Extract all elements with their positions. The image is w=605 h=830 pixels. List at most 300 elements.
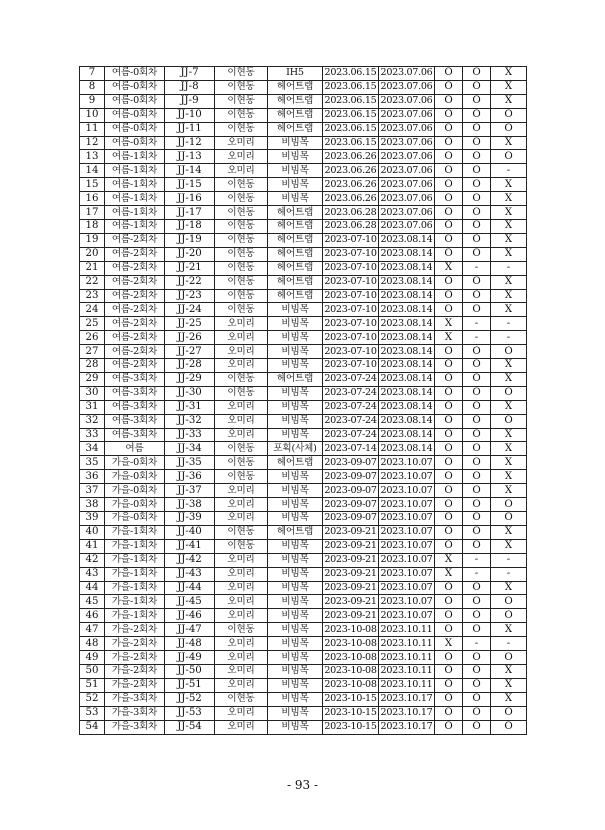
table-row xyxy=(80,498,527,512)
cell-row-number: 7 xyxy=(80,67,105,81)
cell-collection-date: 2023-10-08 xyxy=(324,637,377,649)
cell-method: 헤어트랩 xyxy=(268,108,323,122)
cell-check-1: O xyxy=(435,136,463,150)
cell-check-2: O xyxy=(463,67,491,81)
cell-row-number: 8 xyxy=(80,80,105,94)
cell-analysis-date: 2023.08.14 xyxy=(379,400,435,414)
cell-check-3: X xyxy=(491,372,527,386)
table-row xyxy=(80,192,527,206)
cell-check-2: O xyxy=(463,400,491,414)
cell-site: 이현동 xyxy=(215,275,268,289)
cell-session: 여름-0회차 xyxy=(105,67,165,81)
cell-analysis-date: 2023.10.11 xyxy=(379,678,435,692)
cell-session: 여름-2회차 xyxy=(105,303,165,317)
cell-row-number: 48 xyxy=(80,637,105,651)
table-row xyxy=(80,122,527,136)
cell-session: 여름-3회차 xyxy=(105,414,165,428)
table-row xyxy=(80,456,527,470)
cell-method: 비빔목 xyxy=(268,692,323,706)
cell-site: 오미리 xyxy=(215,651,268,665)
cell-check-3: - xyxy=(491,261,527,275)
cell-session: 가을-1회차 xyxy=(105,553,165,567)
cell-check-1: O xyxy=(435,595,463,609)
cell-site: 이현동 xyxy=(215,442,268,456)
cell-site: 오미리 xyxy=(215,720,268,734)
cell-check-1: O xyxy=(435,525,463,539)
cell-session: 가을-3회차 xyxy=(105,706,165,720)
table-row xyxy=(80,67,527,81)
cell-session: 여름-2회차 xyxy=(105,275,165,289)
cell-row-number: 17 xyxy=(80,206,105,220)
cell-sample-id: JJ-26 xyxy=(165,331,215,345)
cell-session: 여름-1회차 xyxy=(105,164,165,178)
cell-check-1: O xyxy=(435,386,463,400)
table-row xyxy=(80,512,527,526)
cell-check-3: X xyxy=(491,623,527,637)
cell-check-1: O xyxy=(435,67,463,81)
cell-collection-date: 2023-10-08 xyxy=(324,665,377,677)
table-row xyxy=(80,525,527,539)
cell-row-number: 21 xyxy=(80,261,105,275)
table-row xyxy=(80,261,527,275)
cell-check-2: O xyxy=(463,470,491,484)
table-row xyxy=(80,706,527,720)
cell-analysis-date: 2023.10.07 xyxy=(379,539,435,553)
cell-check-2: O xyxy=(463,706,491,720)
cell-check-3: O xyxy=(491,595,527,609)
cell-check-1: O xyxy=(435,664,463,678)
cell-site: 오미리 xyxy=(215,595,268,609)
cell-session: 여름-0회차 xyxy=(105,122,165,136)
cell-check-3: X xyxy=(491,219,527,233)
cell-site: 이현동 xyxy=(215,261,268,275)
table-row xyxy=(80,678,527,692)
cell-check-1: O xyxy=(435,428,463,442)
table-row xyxy=(80,164,527,178)
cell-analysis-date: 2023.07.06 xyxy=(379,122,435,136)
cell-session: 여름-2회차 xyxy=(105,345,165,359)
cell-collection-date: 2023.06.26 xyxy=(323,150,379,164)
cell-sample-id: JJ-43 xyxy=(165,567,215,581)
cell-check-3: O xyxy=(491,122,527,136)
cell-check-1: O xyxy=(435,206,463,220)
cell-check-3: X xyxy=(491,359,527,373)
cell-analysis-date: 2023.08.14 xyxy=(379,359,435,373)
cell-check-1: X xyxy=(435,637,463,651)
cell-analysis-date: 2023.08.14 xyxy=(379,289,435,303)
cell-session: 가을-2회차 xyxy=(105,623,165,637)
cell-check-2: O xyxy=(463,192,491,206)
cell-collection-date: 2023.06.26 xyxy=(323,164,379,178)
cell-analysis-date: 2023.10.07 xyxy=(379,609,435,623)
cell-analysis-date: 2023.08.14 xyxy=(379,442,435,456)
cell-check-1: O xyxy=(435,303,463,317)
cell-session: 여름-1회차 xyxy=(105,178,165,192)
cell-analysis-date: 2023.10.07 xyxy=(379,567,435,581)
cell-check-2: O xyxy=(463,275,491,289)
cell-site: 이현동 xyxy=(215,67,268,81)
cell-collection-date: 2023.06.15 xyxy=(323,94,379,108)
cell-method: 비빔목 xyxy=(268,428,323,442)
cell-session: 여름-3회차 xyxy=(105,428,165,442)
cell-check-3: O xyxy=(491,651,527,665)
cell-check-2: O xyxy=(463,303,491,317)
cell-analysis-date: 2023.08.14 xyxy=(379,386,435,400)
cell-analysis-date: 2023.10.11 xyxy=(379,637,435,651)
cell-session: 여름-0회차 xyxy=(105,136,165,150)
cell-analysis-date: 2023.07.06 xyxy=(379,219,435,233)
cell-method: 헤어트랩 xyxy=(268,525,323,539)
cell-site: 이현동 xyxy=(215,372,268,386)
cell-sample-id: JJ-46 xyxy=(165,609,215,623)
cell-session: 여름-2회차 xyxy=(105,317,165,331)
cell-collection-date: 2023-09-21 xyxy=(324,595,377,607)
cell-site: 오미리 xyxy=(215,581,268,595)
cell-collection-date: 2023-07-10 xyxy=(324,234,377,246)
cell-row-number: 33 xyxy=(80,428,105,442)
cell-check-1: X xyxy=(435,553,463,567)
cell-check-2: O xyxy=(463,94,491,108)
cell-session: 여름-2회차 xyxy=(105,233,165,247)
cell-sample-id: JJ-20 xyxy=(165,247,215,261)
cell-check-2: O xyxy=(463,247,491,261)
cell-check-2: O xyxy=(463,623,491,637)
cell-analysis-date: 2023.10.17 xyxy=(379,706,435,720)
cell-analysis-date: 2023.07.06 xyxy=(379,80,435,94)
cell-row-number: 29 xyxy=(80,372,105,386)
cell-site: 이현동 xyxy=(215,289,268,303)
cell-sample-id: JJ-48 xyxy=(165,637,215,651)
cell-row-number: 45 xyxy=(80,595,105,609)
cell-sample-id: JJ-33 xyxy=(165,428,215,442)
cell-check-1: O xyxy=(435,623,463,637)
cell-check-2: O xyxy=(463,345,491,359)
cell-site: 오미리 xyxy=(215,484,268,498)
cell-row-number: 46 xyxy=(80,609,105,623)
cell-session: 가을-3회차 xyxy=(105,692,165,706)
cell-check-2: O xyxy=(463,428,491,442)
cell-site: 오미리 xyxy=(215,512,268,526)
cell-site: 오미리 xyxy=(215,136,268,150)
cell-sample-id: JJ-50 xyxy=(165,664,215,678)
cell-check-3: X xyxy=(491,275,527,289)
table-row xyxy=(80,94,527,108)
cell-method: 비빔목 xyxy=(268,317,323,331)
cell-method: 비빔목 xyxy=(268,498,323,512)
cell-row-number: 51 xyxy=(80,678,105,692)
cell-site: 오미리 xyxy=(215,498,268,512)
cell-sample-id: JJ-7 xyxy=(165,67,215,81)
table-row xyxy=(80,567,527,581)
cell-sample-id: JJ-34 xyxy=(165,442,215,456)
cell-check-2: O xyxy=(463,498,491,512)
cell-row-number: 12 xyxy=(80,136,105,150)
cell-check-3: X xyxy=(491,94,527,108)
cell-analysis-date: 2023.08.14 xyxy=(379,317,435,331)
cell-collection-date: 2023-10-15 xyxy=(324,721,377,733)
cell-sample-id: JJ-30 xyxy=(165,386,215,400)
cell-check-3: X xyxy=(491,539,527,553)
cell-check-1: X xyxy=(435,567,463,581)
table-row xyxy=(80,720,527,734)
cell-check-2: O xyxy=(463,164,491,178)
cell-site: 이현동 xyxy=(215,470,268,484)
cell-collection-date: 2023-09-07 xyxy=(324,484,377,496)
cell-check-3: O xyxy=(491,345,527,359)
cell-collection-date: 2023-07-10 xyxy=(324,262,377,274)
cell-check-2: - xyxy=(463,331,491,345)
table-row xyxy=(80,233,527,247)
cell-method: 비빔목 xyxy=(268,192,323,206)
cell-method: 비빔목 xyxy=(268,345,323,359)
cell-check-2: O xyxy=(463,122,491,136)
table-row xyxy=(80,386,527,400)
cell-check-3: - xyxy=(491,331,527,345)
cell-check-2: O xyxy=(463,372,491,386)
cell-method: 헤어트랩 xyxy=(268,80,323,94)
cell-row-number: 43 xyxy=(80,567,105,581)
cell-session: 여름-1회차 xyxy=(105,219,165,233)
cell-row-number: 52 xyxy=(80,692,105,706)
cell-check-3: X xyxy=(491,456,527,470)
cell-sample-id: JJ-12 xyxy=(165,136,215,150)
cell-site: 이현동 xyxy=(215,206,268,220)
cell-check-3: X xyxy=(491,233,527,247)
cell-check-2: O xyxy=(463,609,491,623)
cell-check-2: - xyxy=(463,637,491,651)
cell-analysis-date: 2023.08.14 xyxy=(379,261,435,275)
cell-sample-id: JJ-23 xyxy=(165,289,215,303)
cell-check-3: X xyxy=(491,192,527,206)
cell-check-2: O xyxy=(463,678,491,692)
cell-site: 이현동 xyxy=(215,192,268,206)
cell-check-1: O xyxy=(435,219,463,233)
cell-sample-id: JJ-13 xyxy=(165,150,215,164)
cell-session: 가을-0회차 xyxy=(105,512,165,526)
cell-collection-date: 2023-09-07 xyxy=(324,512,377,524)
cell-analysis-date: 2023.07.06 xyxy=(379,192,435,206)
cell-sample-id: JJ-44 xyxy=(165,581,215,595)
cell-check-1: O xyxy=(435,414,463,428)
cell-site: 오미리 xyxy=(215,567,268,581)
cell-sample-id: JJ-19 xyxy=(165,233,215,247)
cell-check-3: O xyxy=(491,414,527,428)
cell-check-1: O xyxy=(435,498,463,512)
cell-analysis-date: 2023.10.07 xyxy=(379,581,435,595)
cell-check-1: O xyxy=(435,456,463,470)
cell-check-1: O xyxy=(435,651,463,665)
cell-sample-id: JJ-49 xyxy=(165,651,215,665)
cell-check-2: O xyxy=(463,512,491,526)
cell-row-number: 22 xyxy=(80,275,105,289)
table-row xyxy=(80,150,527,164)
cell-check-1: O xyxy=(435,359,463,373)
cell-session: 여름-1회차 xyxy=(105,192,165,206)
cell-sample-id: JJ-41 xyxy=(165,539,215,553)
cell-check-1: O xyxy=(435,94,463,108)
table-row xyxy=(80,581,527,595)
cell-session: 여름-0회차 xyxy=(105,108,165,122)
cell-collection-date: 2023-07-10 xyxy=(324,248,377,260)
cell-collection-date: 2023-07-24 xyxy=(324,415,377,427)
cell-row-number: 14 xyxy=(80,164,105,178)
cell-collection-date: 2023.06.28 xyxy=(323,206,379,220)
cell-analysis-date: 2023.10.07 xyxy=(379,498,435,512)
cell-sample-id: JJ-36 xyxy=(165,470,215,484)
cell-site: 이현동 xyxy=(215,525,268,539)
cell-site: 오미리 xyxy=(215,637,268,651)
cell-analysis-date: 2023.07.06 xyxy=(379,150,435,164)
cell-row-number: 36 xyxy=(80,470,105,484)
cell-method: 비빔목 xyxy=(268,470,323,484)
table-row xyxy=(80,108,527,122)
cell-method: 비빔목 xyxy=(268,567,323,581)
cell-sample-id: JJ-35 xyxy=(165,456,215,470)
cell-collection-date: 2023-09-07 xyxy=(324,470,377,482)
table-row xyxy=(80,623,527,637)
cell-check-2: - xyxy=(463,553,491,567)
cell-sample-id: JJ-54 xyxy=(165,720,215,734)
cell-method: 헤어트랩 xyxy=(268,233,323,247)
cell-collection-date: 2023-09-21 xyxy=(324,540,377,552)
cell-collection-date: 2023-07-24 xyxy=(324,373,377,385)
cell-check-2: O xyxy=(463,484,491,498)
cell-row-number: 44 xyxy=(80,581,105,595)
cell-row-number: 31 xyxy=(80,400,105,414)
cell-check-1: O xyxy=(435,178,463,192)
cell-method: 비빔목 xyxy=(268,484,323,498)
cell-check-1: O xyxy=(435,80,463,94)
cell-sample-id: JJ-14 xyxy=(165,164,215,178)
cell-method: 헤어트랩 xyxy=(268,372,323,386)
cell-method: 비빔목 xyxy=(268,664,323,678)
cell-session: 가을-2회차 xyxy=(105,637,165,651)
cell-check-2: O xyxy=(463,692,491,706)
cell-site: 오미리 xyxy=(215,706,268,720)
cell-collection-date: 2023-07-10 xyxy=(324,303,377,315)
cell-analysis-date: 2023.10.17 xyxy=(379,720,435,734)
cell-sample-id: JJ-39 xyxy=(165,512,215,526)
cell-sample-id: JJ-37 xyxy=(165,484,215,498)
cell-site: 오미리 xyxy=(215,414,268,428)
cell-check-3: X xyxy=(491,247,527,261)
sample-table xyxy=(79,66,527,735)
cell-session: 여름-3회차 xyxy=(105,372,165,386)
cell-site: 이현동 xyxy=(215,247,268,261)
cell-collection-date: 2023-07-24 xyxy=(324,387,377,399)
cell-session: 가을-2회차 xyxy=(105,651,165,665)
cell-method: 헤어트랩 xyxy=(268,122,323,136)
cell-check-1: O xyxy=(435,275,463,289)
cell-check-2: - xyxy=(463,261,491,275)
cell-session: 가을-2회차 xyxy=(105,664,165,678)
cell-site: 오미리 xyxy=(215,331,268,345)
cell-check-2: O xyxy=(463,595,491,609)
cell-analysis-date: 2023.07.06 xyxy=(379,67,435,81)
cell-sample-id: JJ-52 xyxy=(165,692,215,706)
cell-site: 이현동 xyxy=(215,456,268,470)
cell-method: 비빔목 xyxy=(268,539,323,553)
cell-session: 가을-1회차 xyxy=(105,581,165,595)
cell-site: 오미리 xyxy=(215,400,268,414)
table-row xyxy=(80,664,527,678)
cell-analysis-date: 2023.10.17 xyxy=(379,692,435,706)
sample-table-body xyxy=(80,67,527,735)
cell-collection-date: 2023-10-15 xyxy=(324,707,377,719)
table-row xyxy=(80,484,527,498)
cell-check-2: - xyxy=(463,317,491,331)
cell-collection-date: 2023-09-21 xyxy=(324,526,377,538)
table-row xyxy=(80,595,527,609)
table-row xyxy=(80,372,527,386)
cell-analysis-date: 2023.07.06 xyxy=(379,108,435,122)
cell-collection-date: 2023-09-07 xyxy=(324,456,377,468)
cell-collection-date: 2023-07-10 xyxy=(324,345,377,357)
cell-site: 오미리 xyxy=(215,150,268,164)
cell-collection-date: 2023-07-10 xyxy=(324,331,377,343)
cell-sample-id: JJ-11 xyxy=(165,122,215,136)
cell-session: 여름-2회차 xyxy=(105,261,165,275)
cell-collection-date: 2023-07-24 xyxy=(324,401,377,413)
cell-row-number: 49 xyxy=(80,651,105,665)
cell-analysis-date: 2023.08.14 xyxy=(379,331,435,345)
cell-sample-id: JJ-9 xyxy=(165,94,215,108)
cell-sample-id: JJ-28 xyxy=(165,359,215,373)
cell-check-3: O xyxy=(491,498,527,512)
table-row xyxy=(80,651,527,665)
cell-session: 가을-1회차 xyxy=(105,539,165,553)
cell-check-2: O xyxy=(463,442,491,456)
cell-site: 오미리 xyxy=(215,609,268,623)
cell-check-3: X xyxy=(491,470,527,484)
cell-row-number: 24 xyxy=(80,303,105,317)
cell-row-number: 11 xyxy=(80,122,105,136)
cell-method: 비빔목 xyxy=(268,136,323,150)
cell-site: 오미리 xyxy=(215,359,268,373)
cell-site: 이현동 xyxy=(215,108,268,122)
table-row xyxy=(80,609,527,623)
cell-method: 헤어트랩 xyxy=(268,261,323,275)
table-row xyxy=(80,637,527,651)
cell-analysis-date: 2023.10.07 xyxy=(379,595,435,609)
cell-check-2: O xyxy=(463,233,491,247)
cell-sample-id: JJ-31 xyxy=(165,400,215,414)
cell-analysis-date: 2023.10.11 xyxy=(379,664,435,678)
page-number: - 93 - xyxy=(286,778,318,792)
cell-row-number: 32 xyxy=(80,414,105,428)
cell-check-3: X xyxy=(491,442,527,456)
cell-method: 비빔목 xyxy=(268,553,323,567)
cell-collection-date: 2023-09-21 xyxy=(324,554,377,566)
cell-row-number: 26 xyxy=(80,331,105,345)
table-row xyxy=(80,206,527,220)
cell-check-1: X xyxy=(435,317,463,331)
cell-check-2: O xyxy=(463,80,491,94)
cell-check-2: O xyxy=(463,525,491,539)
cell-check-3: O xyxy=(491,706,527,720)
cell-check-2: O xyxy=(463,136,491,150)
cell-row-number: 15 xyxy=(80,178,105,192)
cell-check-1: O xyxy=(435,289,463,303)
cell-analysis-date: 2023.07.06 xyxy=(379,206,435,220)
cell-check-3: - xyxy=(491,164,527,178)
cell-check-1: O xyxy=(435,372,463,386)
cell-check-3: X xyxy=(491,80,527,94)
cell-method: 비빔목 xyxy=(268,512,323,526)
cell-check-1: O xyxy=(435,108,463,122)
table-row xyxy=(80,136,527,150)
cell-sample-id: JJ-16 xyxy=(165,192,215,206)
